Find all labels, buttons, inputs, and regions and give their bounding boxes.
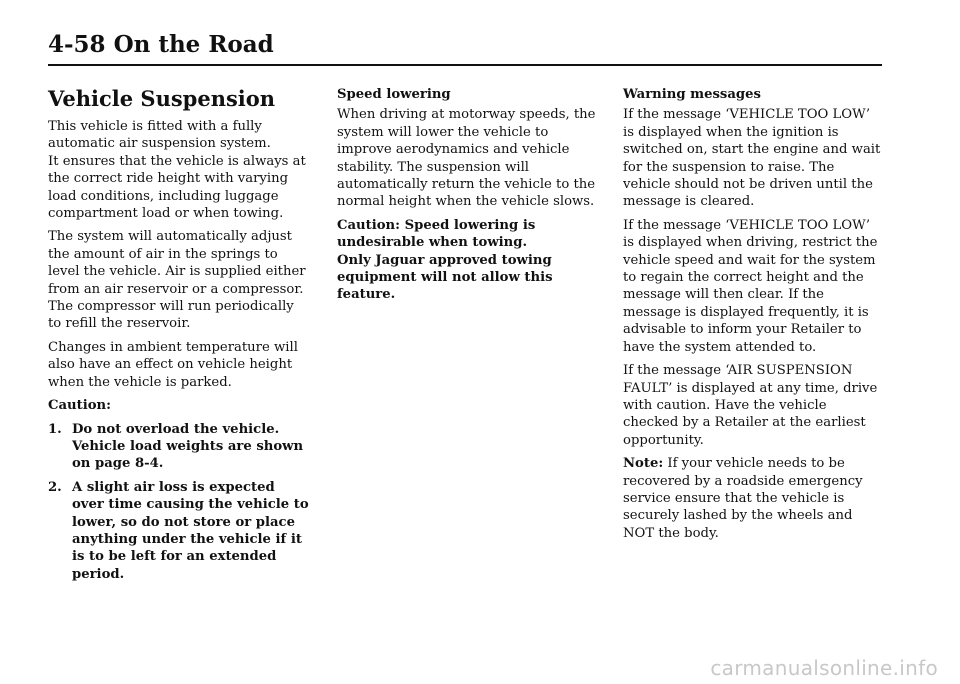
paragraph-air xyxy=(48,228,310,332)
header-rule xyxy=(48,64,882,66)
caution-towing-a: Caution: Speed lowering is undesirable when towing. xyxy=(337,217,536,251)
paragraph-warning-1: If the message ‘VEHICLE TOO LOW’ is displayed when the ignition is switched on, start the engine and wait for the suspension to raise. The vehicle should not be driven until the message is cleared. xyxy=(623,107,881,210)
column-1 xyxy=(48,86,310,589)
paragraph-air-b: The compressor will run periodically to refill the reservoir. xyxy=(48,299,294,332)
paragraph-warning-3: If the message ‘AIR SUSPENSION FAULT’ is displayed at any time, drive with caution. Have the vehicle checked by a Retailer at the earliest opportunity. xyxy=(623,363,878,448)
caution-list xyxy=(48,421,310,584)
caution-label: Caution: xyxy=(48,398,111,414)
column-3 xyxy=(623,86,885,548)
paragraph-temperature: Changes in ambient temperature will also have an effect on vehicle height when the vehicle is parked. xyxy=(48,339,298,390)
note-text: If your vehicle needs to be recovered by a roadside emergency service ensure that the vehicle is securely lashed by the wheels and NOT the body. xyxy=(623,456,863,541)
note-paragraph xyxy=(623,455,885,542)
note-label: Note: xyxy=(623,456,664,472)
list-item xyxy=(48,421,310,473)
section-heading: Vehicle Suspension xyxy=(48,86,276,111)
paragraph-intro-b: It ensures that the vehicle is always at the correct ride height with varying load conditions, including luggage compartment load or when towing. xyxy=(48,153,306,222)
column-2 xyxy=(337,86,599,310)
list-item-text: Do not overload the vehicle. Vehicle load weights are shown on page 8-4. xyxy=(72,421,304,472)
paragraph-intro xyxy=(48,118,310,222)
list-item-number: 2. xyxy=(48,479,62,495)
watermark: carmanualsonline.info xyxy=(710,656,938,680)
subheading-speed-lowering: Speed lowering xyxy=(337,87,451,102)
paragraph-speed-lowering: When driving at motorway speeds, the system will lower the vehicle to improve aerodynamics and vehicle stability. The suspension will automatically return the vehicle to the normal height when the vehicle slows. xyxy=(337,107,596,210)
list-item-number: 1. xyxy=(48,421,62,437)
subheading-warning-messages: Warning messages xyxy=(623,87,761,102)
caution-towing-b: Only Jaguar approved towing equipment will not allow this feature. xyxy=(337,252,553,303)
paragraph-warning-2: If the message ‘VEHICLE TOO LOW’ is displayed when driving, restrict the vehicle speed and wait for the system to regain the correct height and the message will then clear. If the message is displayed frequently, it is advisable to inform your Retailer to have the system attended to. xyxy=(623,217,878,355)
paragraph-intro-a: This vehicle is fitted with a fully automatic air suspension system. xyxy=(48,119,271,152)
paragraph-air-a: The system will automatically adjust the amount of air in the springs to level the vehicle. Air is supplied either from an air reservoir or a compressor. xyxy=(48,229,306,297)
page-header: 4-58 On the Road xyxy=(48,31,274,58)
caution-towing xyxy=(337,217,599,304)
list-item-text: A slight air loss is expected over time causing the vehicle to lower, so do not store or place anything under the vehicle if it is to be left for an extended period. xyxy=(72,479,309,582)
list-item xyxy=(48,479,310,583)
